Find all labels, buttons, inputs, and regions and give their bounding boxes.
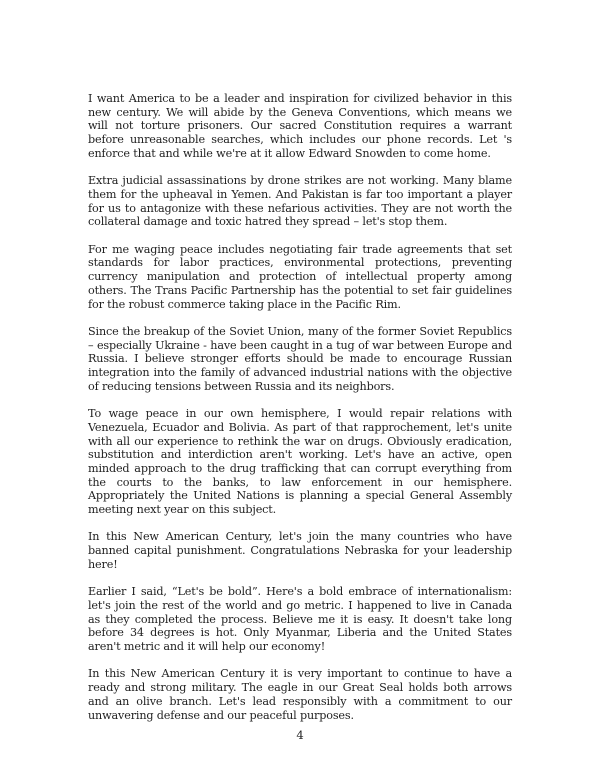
page-number: 4 (296, 728, 304, 742)
paragraph-drone-strikes: Extra judicial assassinations by drone strikes are not working. Many blame them for the upheaval in Yemen. And Pakistan is far too important a player for us to antagonize with these nefarious activities. They are not worth the collateral damage and toxic hatred they spread – let's stop them. (88, 174, 512, 229)
paragraph-civilized-behavior: I want America to be a leader and inspiration for civilized behavior in this new century. We will abide by the Geneva Conventions, which means we will not torture prisoners. Our sacred Constitution requires a warrant before unreasonable searches, which includes our phone records. Let 's enforce that and while we're at it allow Edward Snowden to come home. (88, 92, 512, 160)
document-body (88, 92, 512, 736)
paragraph-capital-punishment: In this New American Century, let's join the many countries who have banned capital punishment. Congratulations Nebraska for your leadership here! (88, 530, 512, 571)
paragraph-metric: Earlier I said, “Let's be bold”. Here's a bold embrace of internationalism: let's join the rest of the world and go metric. I happened to live in Canada as they completed the process. Believe me it is easy. It doesn't take long before 34 degrees is hot. Only Myanmar, Liberia and the United States aren't metric and it will help our economy! (88, 585, 512, 654)
paragraph-hemisphere-drugs: To wage peace in our own hemisphere, I would repair relations with Venezuela, Ecuador and Bolivia. As part of that rapprochement, let's unite with all our experience to rethink the war on drugs. Obviously eradication, substitution and interdiction aren't working. Let's have an active, open minded approach to the drug trafficking that can corrupt everything from the courts to the banks, to law enforcement in our hemisphere. Appropriately the United Nations is planning a special General Assembly meeting next year on this subject. (88, 407, 512, 517)
paragraph-soviet-union: Since the breakup of the Soviet Union, many of the former Soviet Republics – especially Ukraine - have been caught in a tug of war between Europe and Russia. I believe stronger efforts should be made to encourage Russian integration into the family of advanced industrial nations with the objective of reducing tensions between Russia and its neighbors. (88, 324, 512, 393)
paragraph-military: In this New American Century it is very important to continue to have a ready and strong military. The eagle in our Great Seal holds both arrows and an olive branch. Let's lead responsibly with a commitment to our unwavering defense and our peaceful purposes. (88, 667, 512, 722)
paragraph-fair-trade: For me waging peace includes negotiating fair trade agreements that set standards for labor practices, environmental protections, preventing currency manipulation and protection of intellectual property among others. The Trans Pacific Partnership has the potential to set fair guidelines for the robust commerce taking place in the Pacific Rim. (88, 242, 512, 311)
